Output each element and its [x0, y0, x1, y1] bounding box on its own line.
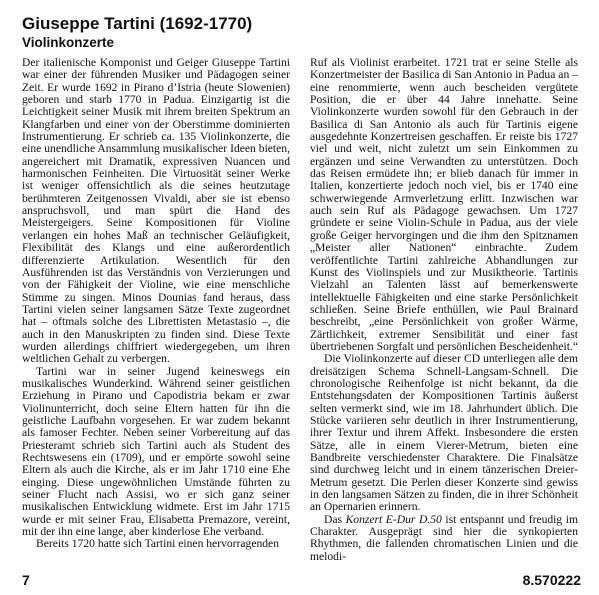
page-title: Giuseppe Tartini (1692-1770) — [22, 14, 253, 33]
paragraph-text: ist entspannt und freudig im Charakter. Ausgeprägt sind hier die synkopierten Rhythmen, die fallenden chromatischen Linien und die melodi- — [310, 512, 578, 563]
paragraph: Tartini war in seiner Jugend keineswegs ein musikalisches Wunderkind. Während seiner geistlichen Erziehung in Pirano und Capodistria bekam er zwar Violinunterricht, doch seine Eltern hatten für ihn die geistliche Laufbahn vorgesehen. Er war zudem bekannt als famoser Fechter. Neben seiner Vorbereitung auf das Priesteramt schrieb sich Tartini auch als Student des Rechtswesens ein (1709), und er empörte sowohl seine Eltern als auch die Kirche, als er im Jahr 1710 eine Ehe einging. Diese ungewöhnlichen Umstände führten zu seiner Flucht nach Assisi, wo er sich ganz seiner musikalischen Entwicklung widmete. Erst im Jahr 1715 wurde er mit seiner Frau, Elisabetta Premazore, vereint, mit der ihn eine lange, aber kinderlose Ehe verband. — [22, 364, 290, 539]
header — [22, 14, 252, 51]
page-subtitle: Violinkonzerte — [22, 35, 115, 50]
paragraph — [310, 514, 578, 563]
page-number: 7 — [22, 572, 30, 588]
right-column — [310, 57, 578, 563]
left-column — [22, 57, 290, 551]
catalog-number: 8.570222 — [522, 572, 581, 588]
work-title: Konzert E-Dur D.50 — [345, 512, 442, 526]
paragraph: Die Violinkonzerte auf dieser CD unterliegen alle dem dreisätzigen Schema Schnell-Langsam-Schnell. Die chronologische Reihenfolge ist nicht bekannt, da die Entstehungsdaten der Kompositionen Tartinis äußerst selten vermerkt sind, wie im 18. Jahrhundert üblich. Die Stücke variieren sehr deutlich in ihrer Instrumentierung, ihrer Textur und ihrem Affekt. Insbesondere die ersten Sätze, alle in einem Vierer-Metrum, bieten eine Bandbreite verschiedenster Charaktere. Die Finalsätze sind durchweg leicht und in einem tänzerischen Dreier-Metrum gesetzt. Die Perlen dieser Konzerte sind gewiss in den langsamen Sätzen zu finden, die in ihrer Schönheit an Opernarien erinnern. — [310, 352, 578, 514]
paragraph: Der italienische Komponist und Geiger Giuseppe Tartini war einer der führenden Musiker und Pädagogen seiner Zeit. Er wurde 1692 in Pirano d’Istria (heute Slowenien) geboren und starb 1770 in Padua. Einzigartig ist die Leichtigkeit seiner Musik mit ihrem breiten Spektrum an Klangfarben und einer von der Oberstimme dominierten Instrumentierung. Er schrieb ca. 135 Violinkonzerte, die eine unendliche Ansammlung musikalischer Ideen bieten, angereichert mit Dramatik, expressiven Nuancen und harmonischen Feinheiten. Die Virtuosität seiner Werke ist weniger offensichtlich als die seines heutzutage berühmteren Zeitgenossen Vivaldi, aber sie ist ebenso anspruchsvoll, und man spürt die Hand des Meistergeigers. Seine Kompositionen für Violine verlangen ein hohes Maß an technischer Geläufigkeit, Flexibilität des Klangs und eine außerordentlich differenzierte Artikulation. Wesentlich für den Ausführenden ist das Verständnis von Verzierungen und von der Fähigkeit der Violine, wie eine menschliche Stimme zu singen. Minos Dounias fand heraus, dass Tartini vielen seiner langsamen Sätze Texte zugeordnet hat – oftmals solche des Librettisten Metastasio –, die auch in den Manuskripten zu finden sind. Diese Texte wurden allerdings chiffriert wiedergegeben, um ihren weltlichen Gehalt zu verbergen. — [22, 56, 290, 366]
paragraph: Ruf als Violinist erarbeitet. 1721 trat er seine Stelle als Konzertmeister der Basilica di San Antonio in Padua an – eine renommierte, wenn auch bescheiden vergütete Position, die er über 44 Jahre innehatte. Seine Violinkonzerte wurden sowohl für den Gebrauch in der Basilica di San Antonio als auch für Tartinis eigene ausgedehnte Konzertreisen geschaffen. Er reiste bis 1727 viel und weit, nicht zuletzt um sein Einkommen zu ergänzen und seine Verwandten zu unterstützen. Doch das Reisen ermüdete ihn; er blieb danach für immer in Italien, konzertierte jedoch noch viel, bis er 1740 eine schwerwiegende Armverletzung erlitt. Inzwischen war auch sein Ruf als Pädagoge gewachsen. Um 1727 gründete er seine Violin-Schule in Padua, aus der viele große Geiger hervorgingen und die ihm den Spitznamen „Meister aller Nationen“ einbrachte. Zudem veröffentlichte Tartini zahlreiche Abhandlungen zur Kunst des Violinspiels und zur Musiktheorie. Tartinis Vielzahl an Talenten lässt auf bemerkenswerte intellektuelle Fähigkeiten und eine starke Persönlichkeit schließen. Seine Briefe enthüllen, wie Paul Brainard beschreibt, „eine Persönlichkeit von großer Wärme, Zärtlichkeit, extremer Sensibilität und einer fast übertriebenen Sorgfalt und persönlichen Bescheidenheit.“ — [310, 56, 578, 353]
paragraph-prefix: Das — [324, 512, 346, 526]
paragraph: Bereits 1720 hatte sich Tartini einen hervorragenden — [36, 537, 280, 551]
